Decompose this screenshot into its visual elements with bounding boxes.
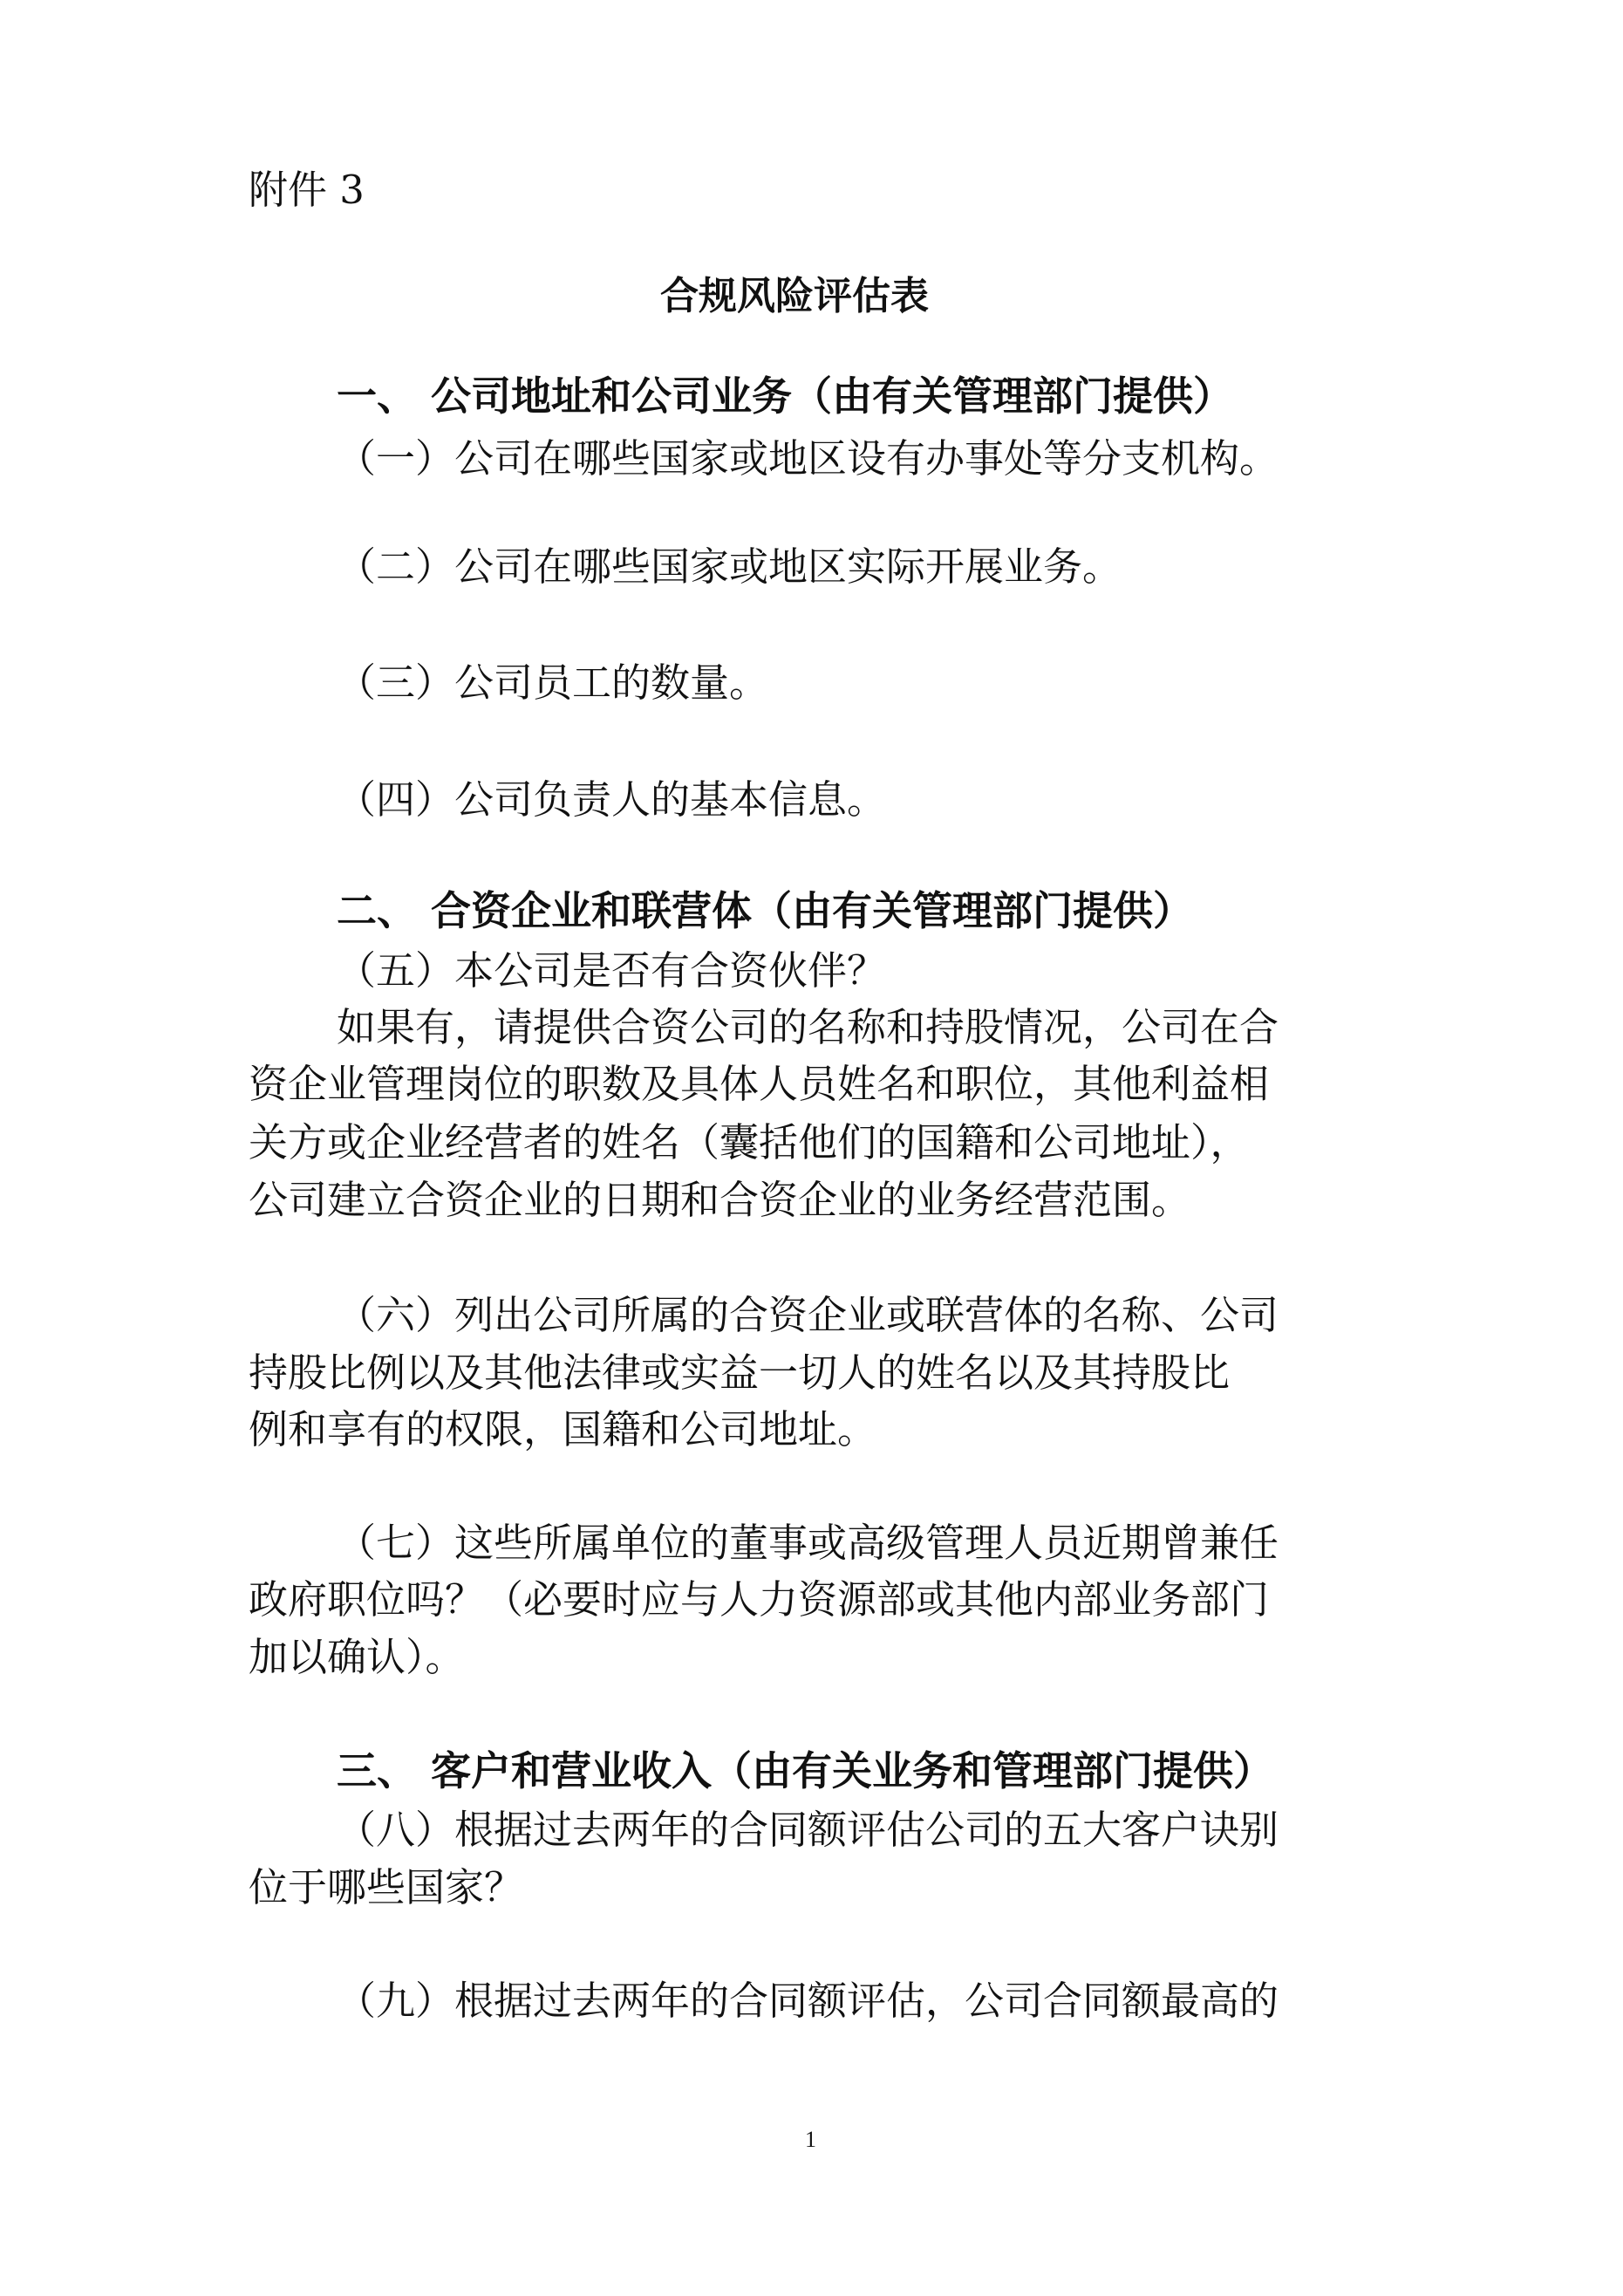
paragraph-line: 例和享有的权限，国籍和公司地址。 <box>249 1406 877 1452</box>
item-5: （五）本公司是否有合资伙伴？ <box>337 947 887 994</box>
item-9: （九）根据过去两年的合同额评估，公司合同额最高的 <box>337 1978 1279 2024</box>
paragraph-line: 如果有，请提供合资公司的名称和持股情况，公司在合 <box>337 1004 1279 1050</box>
paragraph-line: 加以确认）。 <box>249 1634 465 1680</box>
paragraph-line: 政府职位吗？（必要时应与人力资源部或其他内部业务部门 <box>249 1576 1270 1623</box>
paragraph-line: 关方或企业经营者的姓名（囊括他们的国籍和公司地址）， <box>249 1119 1250 1165</box>
item-3: （三）公司员工的数量。 <box>337 659 769 706</box>
item-2: （二）公司在哪些国家或地区实际开展业务。 <box>337 543 1122 590</box>
section-heading-1: 一、 公司地址和公司业务（由有关管理部门提供） <box>337 372 1234 420</box>
attachment-label: 附件 3 <box>249 167 365 213</box>
section-heading-3: 三、 客户和营业收入（由有关业务和管理部门提供） <box>337 1747 1274 1794</box>
document-title: 合规风险评估表 <box>660 274 929 318</box>
paragraph-line: 公司建立合资企业的日期和合资企业的业务经营范围。 <box>249 1177 1191 1223</box>
section-heading-2: 二、 合资企业和联营体（由有关管理部门提供） <box>337 887 1194 934</box>
item-4: （四）公司负责人的基本信息。 <box>337 776 887 823</box>
page-number: 1 <box>805 2127 816 2152</box>
item-8: （八）根据过去两年的合同额评估公司的五大客户诀别 <box>337 1807 1279 1853</box>
item-7: （七）这些所属单位的董事或高级管理人员近期曾兼任 <box>337 1520 1279 1566</box>
paragraph-line: 位于哪些国家？ <box>249 1864 524 1910</box>
paragraph-line: 持股比例以及其他法律或实益一切人的姓名以及其持股比 <box>249 1350 1231 1396</box>
paragraph-line: 资企业管理岗位的职数及具体人员姓名和职位，其他利益相 <box>249 1061 1270 1107</box>
item-6: （六）列出公司所属的合资企业或联营体的名称、公司 <box>337 1292 1279 1338</box>
item-1: （一）公司在哪些国家或地区设有办事处等分支机构。 <box>337 435 1279 482</box>
